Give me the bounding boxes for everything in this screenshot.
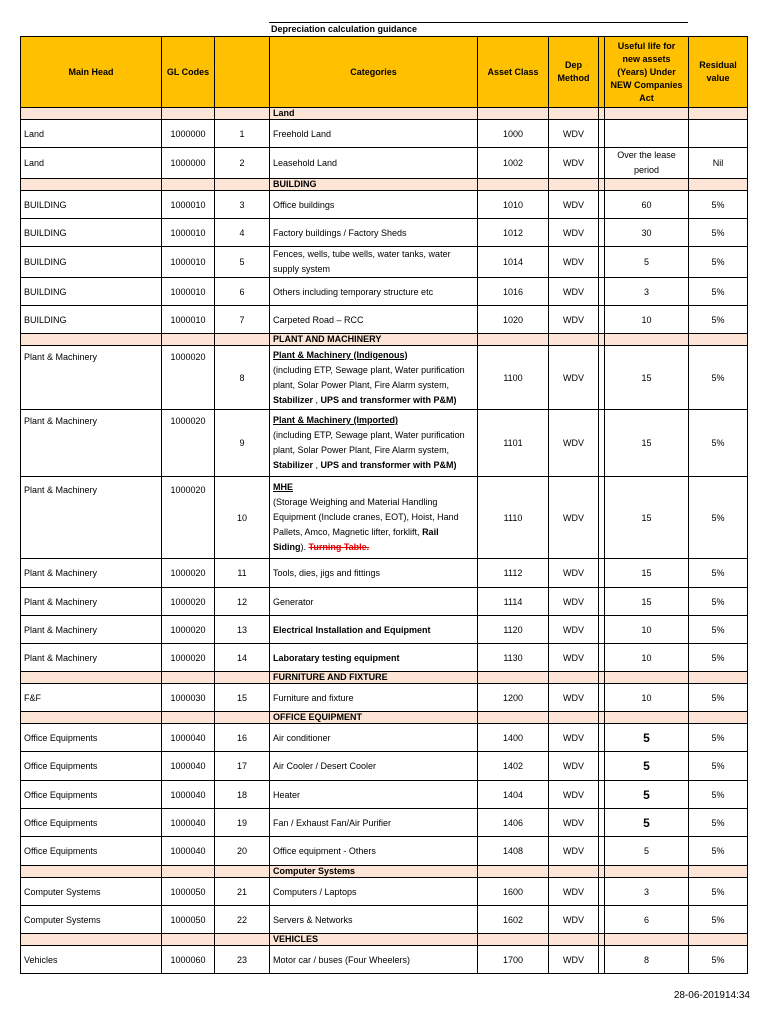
section-label: FURNITURE AND FIXTURE	[270, 672, 478, 684]
table-cell: 1000020	[162, 346, 215, 410]
section-label: BUILDING	[270, 179, 478, 191]
table-cell: 1016	[478, 278, 549, 306]
table-cell: 1000020	[162, 477, 215, 559]
table-cell	[549, 672, 599, 684]
table-cell: Plant & Machinery	[21, 588, 162, 616]
table-cell: Plant & Machinery	[21, 346, 162, 410]
table-row	[21, 684, 748, 712]
table-cell: 5	[605, 837, 689, 866]
table-cell	[689, 108, 748, 120]
table-cell: 1000020	[162, 410, 215, 477]
table-row	[21, 724, 748, 752]
table-cell: 13	[215, 616, 270, 644]
table-cell: 1404	[478, 781, 549, 809]
table-cell: 5%	[689, 219, 748, 247]
table-cell: 1000040	[162, 809, 215, 837]
table-cell	[21, 672, 162, 684]
table-cell: WDV	[549, 809, 599, 837]
table-cell: 1000060	[162, 946, 215, 974]
table-cell: Furniture and fixture	[270, 684, 478, 712]
table-cell: 1000010	[162, 191, 215, 219]
header-dep-method: Dep Method	[549, 37, 599, 108]
footer-timestamp: 28-06-201914:34	[673, 990, 750, 1001]
header-number	[215, 37, 270, 108]
header-asset-class: Asset Class	[478, 37, 549, 108]
table-cell: Office Equipments	[21, 809, 162, 837]
table-cell: WDV	[549, 588, 599, 616]
table-cell	[215, 108, 270, 120]
table-cell: Servers & Networks	[270, 906, 478, 934]
table-cell: Heater	[270, 781, 478, 809]
table-cell: 16	[215, 724, 270, 752]
header-gl-codes: GL Codes	[162, 37, 215, 108]
table-row	[21, 809, 748, 837]
table-row	[21, 148, 748, 179]
table-cell: WDV	[549, 278, 599, 306]
table-cell: Office Equipments	[21, 781, 162, 809]
table-cell	[21, 866, 162, 878]
depreciation-table	[20, 36, 748, 974]
table-cell: 5%	[689, 247, 748, 278]
table-cell: 6	[215, 278, 270, 306]
section-row	[21, 712, 748, 724]
table-cell: 3	[215, 191, 270, 219]
table-cell: WDV	[549, 644, 599, 672]
table-cell	[605, 108, 689, 120]
table-cell: 15	[605, 588, 689, 616]
table-cell: WDV	[549, 724, 599, 752]
table-cell	[162, 934, 215, 946]
table-cell	[162, 108, 215, 120]
table-cell: Plant & Machinery	[21, 477, 162, 559]
table-cell	[270, 477, 478, 559]
table-cell: Computers / Laptops	[270, 878, 478, 906]
table-row	[21, 878, 748, 906]
table-cell: WDV	[549, 191, 599, 219]
table-cell	[478, 672, 549, 684]
table-cell: Plant & Machinery	[21, 559, 162, 588]
table-cell: 5%	[689, 278, 748, 306]
table-cell: WDV	[549, 752, 599, 781]
table-cell: 5%	[689, 588, 748, 616]
table-cell: WDV	[549, 559, 599, 588]
table-cell: 1100	[478, 346, 549, 410]
table-cell: 6	[605, 906, 689, 934]
table-cell	[478, 866, 549, 878]
table-cell	[478, 334, 549, 346]
section-row	[21, 934, 748, 946]
table-cell	[549, 334, 599, 346]
table-cell	[605, 120, 689, 148]
table-row	[21, 191, 748, 219]
table-cell: Carpeted Road – RCC	[270, 306, 478, 334]
table-cell	[478, 179, 549, 191]
table-cell: Office Equipments	[21, 837, 162, 866]
table-cell: 5%	[689, 477, 748, 559]
table-cell: 5%	[689, 781, 748, 809]
table-cell	[549, 108, 599, 120]
table-cell: 5%	[689, 559, 748, 588]
table-cell	[162, 334, 215, 346]
table-cell: Stabilizer	[273, 394, 314, 405]
table-cell	[162, 866, 215, 878]
table-cell: WDV	[549, 878, 599, 906]
table-cell: UPS and transformer with P&M)	[320, 460, 457, 470]
table-cell: 10	[215, 477, 270, 559]
table-cell: 5%	[689, 191, 748, 219]
table-cell: 3	[605, 278, 689, 306]
table-cell	[270, 410, 478, 477]
header-useful-life: Useful life for new assets (Years) Under NEW Companies Act	[605, 37, 689, 108]
table-cell: Leasehold Land	[270, 148, 478, 179]
table-cell: WDV	[549, 684, 599, 712]
table-cell: F&F	[21, 684, 162, 712]
table-cell: 21	[215, 878, 270, 906]
table-cell: (including ETP, Sewage plant, Water purification plant, Solar Power Plant, Fire Alarm system,	[273, 364, 465, 390]
table-cell: 4	[215, 219, 270, 247]
table-cell	[549, 179, 599, 191]
table-cell: WDV	[549, 781, 599, 809]
table-cell	[689, 934, 748, 946]
header-row	[21, 37, 748, 108]
table-cell: Electrical Installation and Equipment	[270, 616, 478, 644]
table-cell: 1000040	[162, 837, 215, 866]
section-row	[21, 672, 748, 684]
table-cell: 1020	[478, 306, 549, 334]
table-cell: 1000020	[162, 616, 215, 644]
table-row	[21, 644, 748, 672]
table-cell: Plant & Machinery	[21, 644, 162, 672]
table-row	[21, 247, 748, 278]
table-cell	[478, 108, 549, 120]
table-cell: 5	[605, 752, 689, 781]
section-label: Computer Systems	[270, 866, 478, 878]
table-cell	[689, 334, 748, 346]
table-cell: 8	[215, 346, 270, 410]
table-row	[21, 278, 748, 306]
table-cell: 1002	[478, 148, 549, 179]
table-cell: Plant & Machinery	[21, 410, 162, 477]
table-cell: 1000020	[162, 644, 215, 672]
table-cell	[21, 334, 162, 346]
section-label: PLANT AND MACHINERY	[270, 334, 478, 346]
table-cell	[549, 866, 599, 878]
table-cell	[605, 934, 689, 946]
table-cell: 5	[605, 724, 689, 752]
table-cell: 1000050	[162, 878, 215, 906]
table-cell	[605, 866, 689, 878]
table-cell: WDV	[549, 477, 599, 559]
table-cell	[605, 672, 689, 684]
table-cell: 2	[215, 148, 270, 179]
table-cell: 1112	[478, 559, 549, 588]
table-cell: 8	[605, 946, 689, 974]
table-cell: BUILDING	[21, 191, 162, 219]
table-cell: 1400	[478, 724, 549, 752]
table-row	[21, 616, 748, 644]
table-cell: 5%	[689, 906, 748, 934]
table-cell: 30	[605, 219, 689, 247]
table-cell: Rail Siding	[273, 527, 439, 552]
table-cell: 1000	[478, 120, 549, 148]
table-cell	[162, 672, 215, 684]
table-cell: 5	[605, 247, 689, 278]
table-cell: Land	[21, 120, 162, 148]
table-cell: 1000020	[162, 559, 215, 588]
header-categories: Categories	[270, 37, 478, 108]
table-cell: 1000010	[162, 306, 215, 334]
table-cell: 1114	[478, 588, 549, 616]
table-cell: 9	[215, 410, 270, 477]
table-cell: 20	[215, 837, 270, 866]
table-cell	[21, 934, 162, 946]
section-label: VEHICLES	[270, 934, 478, 946]
table-cell: WDV	[549, 837, 599, 866]
table-cell	[605, 334, 689, 346]
table-cell: 5%	[689, 724, 748, 752]
table-cell: 1600	[478, 878, 549, 906]
table-cell: 5%	[689, 410, 748, 477]
table-row	[21, 837, 748, 866]
table-cell: 1101	[478, 410, 549, 477]
table-cell: ).	[300, 542, 309, 552]
table-cell	[689, 712, 748, 724]
table-row	[21, 906, 748, 934]
table-cell	[270, 346, 478, 410]
table-cell: 1000030	[162, 684, 215, 712]
table-cell: BUILDING	[21, 247, 162, 278]
table-cell: WDV	[549, 306, 599, 334]
table-cell: 1406	[478, 809, 549, 837]
table-cell: WDV	[549, 410, 599, 477]
table-cell	[549, 712, 599, 724]
header-main-head: Main Head	[21, 37, 162, 108]
table-cell: Fan / Exhaust Fan/Air Purifier	[270, 809, 478, 837]
table-row	[21, 752, 748, 781]
table-cell	[215, 712, 270, 724]
table-cell	[549, 934, 599, 946]
table-cell: 1000010	[162, 247, 215, 278]
table-cell: 1000050	[162, 906, 215, 934]
table-cell: 5%	[689, 616, 748, 644]
table-row	[21, 477, 748, 559]
table-cell: BUILDING	[21, 278, 162, 306]
table-cell: Office Equipments	[21, 724, 162, 752]
table-cell: 5	[605, 809, 689, 837]
table-cell: 1402	[478, 752, 549, 781]
table-cell: 1602	[478, 906, 549, 934]
table-cell	[215, 179, 270, 191]
table-cell: 5%	[689, 837, 748, 866]
table-cell: 1000040	[162, 781, 215, 809]
table-row	[21, 346, 748, 410]
table-cell: 15	[605, 559, 689, 588]
table-cell: 1012	[478, 219, 549, 247]
table-cell: Air Cooler / Desert Cooler	[270, 752, 478, 781]
section-row	[21, 108, 748, 120]
table-cell: WDV	[549, 346, 599, 410]
table-cell	[605, 179, 689, 191]
table-cell: Office equipment - Others	[270, 837, 478, 866]
table-cell: MHE	[273, 482, 293, 492]
table-cell: 1010	[478, 191, 549, 219]
section-row	[21, 334, 748, 346]
table-cell: 10	[605, 616, 689, 644]
table-cell: 1408	[478, 837, 549, 866]
table-cell: Stabilizer	[273, 460, 314, 470]
table-cell: 1000010	[162, 219, 215, 247]
table-row	[21, 781, 748, 809]
table-cell: 1000020	[162, 588, 215, 616]
table-cell	[689, 866, 748, 878]
table-cell: 15	[605, 477, 689, 559]
table-cell: 1000000	[162, 120, 215, 148]
table-cell: Motor car / buses (Four Wheelers)	[270, 946, 478, 974]
table-cell: WDV	[549, 148, 599, 179]
table-cell: WDV	[549, 219, 599, 247]
table-cell: Computer Systems	[21, 878, 162, 906]
table-cell: 15	[215, 684, 270, 712]
title-rule	[269, 22, 688, 23]
table-cell: 10	[605, 644, 689, 672]
table-cell: 1700	[478, 946, 549, 974]
table-cell: Others including temporary structure etc	[270, 278, 478, 306]
section-row	[21, 866, 748, 878]
table-cell	[21, 108, 162, 120]
table-cell: 5%	[689, 346, 748, 410]
table-cell: 15	[605, 346, 689, 410]
table-cell: 5%	[689, 752, 748, 781]
table-cell	[605, 712, 689, 724]
table-cell	[215, 934, 270, 946]
table-cell: Plant & Machinery	[21, 616, 162, 644]
table-row	[21, 559, 748, 588]
table-cell: 1120	[478, 616, 549, 644]
table-cell	[215, 672, 270, 684]
table-cell: 5%	[689, 878, 748, 906]
table-cell: 3	[605, 878, 689, 906]
table-cell	[689, 179, 748, 191]
table-cell: Office Equipments	[21, 752, 162, 781]
table-cell: Air conditioner	[270, 724, 478, 752]
table-cell: Over the lease period	[605, 148, 689, 179]
table-cell: 1000040	[162, 724, 215, 752]
table-row	[21, 588, 748, 616]
table-cell	[215, 334, 270, 346]
table-cell: 5	[215, 247, 270, 278]
table-cell: 7	[215, 306, 270, 334]
table-cell	[162, 179, 215, 191]
table-cell: Fences, wells, tube wells, water tanks, water supply system	[270, 247, 478, 278]
table-cell: 17	[215, 752, 270, 781]
table-cell	[689, 672, 748, 684]
table-cell: 19	[215, 809, 270, 837]
table-cell: BUILDING	[21, 306, 162, 334]
table-cell: 18	[215, 781, 270, 809]
table-row	[21, 120, 748, 148]
table-cell	[162, 712, 215, 724]
table-row	[21, 219, 748, 247]
table-cell: 5%	[689, 946, 748, 974]
table-cell	[21, 179, 162, 191]
table-cell: (Storage Weighing and Material Handling Equipment (Include cranes, EOT), Hoist, Hand Pallets, Amco, Magnetic lifter, forklift,	[273, 497, 459, 537]
table-cell: WDV	[549, 120, 599, 148]
table-cell: 1	[215, 120, 270, 148]
table-cell: UPS and transformer with P&M)	[320, 394, 457, 405]
table-cell: WDV	[549, 946, 599, 974]
table-cell: ,	[313, 460, 321, 470]
table-cell: 5%	[689, 644, 748, 672]
table-cell: Freehold Land	[270, 120, 478, 148]
table-cell: WDV	[549, 247, 599, 278]
table-cell: 1000040	[162, 752, 215, 781]
document-title: Depreciation calculation guidance	[271, 24, 418, 34]
table-cell: Turning Table.	[308, 542, 370, 552]
table-row	[21, 306, 748, 334]
table-cell: 22	[215, 906, 270, 934]
table-cell: Laboratary testing equipment	[270, 644, 478, 672]
table-cell: 15	[605, 410, 689, 477]
table-cell: 11	[215, 559, 270, 588]
table-cell: 1000010	[162, 278, 215, 306]
section-label: OFFICE EQUIPMENT	[270, 712, 478, 724]
section-row	[21, 179, 748, 191]
table-cell: 1014	[478, 247, 549, 278]
table-cell: 10	[605, 684, 689, 712]
table-cell: Land	[21, 148, 162, 179]
table-cell: 1000000	[162, 148, 215, 179]
table-row	[21, 410, 748, 477]
table-cell: 5%	[689, 306, 748, 334]
table-cell	[478, 934, 549, 946]
table-cell: Factory buildings / Factory Sheds	[270, 219, 478, 247]
table-cell: Vehicles	[21, 946, 162, 974]
table-cell: 5%	[689, 684, 748, 712]
table-cell	[689, 120, 748, 148]
header-residual: Residual value	[689, 37, 748, 108]
table-cell: 12	[215, 588, 270, 616]
table-cell: Computer Systems	[21, 906, 162, 934]
table-cell	[21, 712, 162, 724]
table-cell: ,	[313, 394, 321, 405]
table-cell: Nil	[689, 148, 748, 179]
table-cell: Office buildings	[270, 191, 478, 219]
table-cell	[478, 712, 549, 724]
table-cell: Tools, dies, jigs and fittings	[270, 559, 478, 588]
table-cell: WDV	[549, 616, 599, 644]
table-cell: 60	[605, 191, 689, 219]
table-cell: Plant & Machinery (Indigenous)	[273, 349, 408, 360]
table-cell: 10	[605, 306, 689, 334]
table-cell: 23	[215, 946, 270, 974]
section-label: Land	[270, 108, 478, 120]
table-cell: 14	[215, 644, 270, 672]
table-cell: 5	[605, 781, 689, 809]
table-cell: WDV	[549, 906, 599, 934]
table-cell: 1110	[478, 477, 549, 559]
table-cell	[215, 866, 270, 878]
table-cell: (including ETP, Sewage plant, Water purification plant, Solar Power Plant, Fire Alarm system,	[273, 430, 465, 455]
table-cell: 1130	[478, 644, 549, 672]
table-cell: Generator	[270, 588, 478, 616]
table-cell: 1200	[478, 684, 549, 712]
table-cell: 5%	[689, 809, 748, 837]
table-cell: BUILDING	[21, 219, 162, 247]
table-cell: Plant & Machinery (Imported)	[273, 415, 399, 425]
table-row	[21, 946, 748, 974]
